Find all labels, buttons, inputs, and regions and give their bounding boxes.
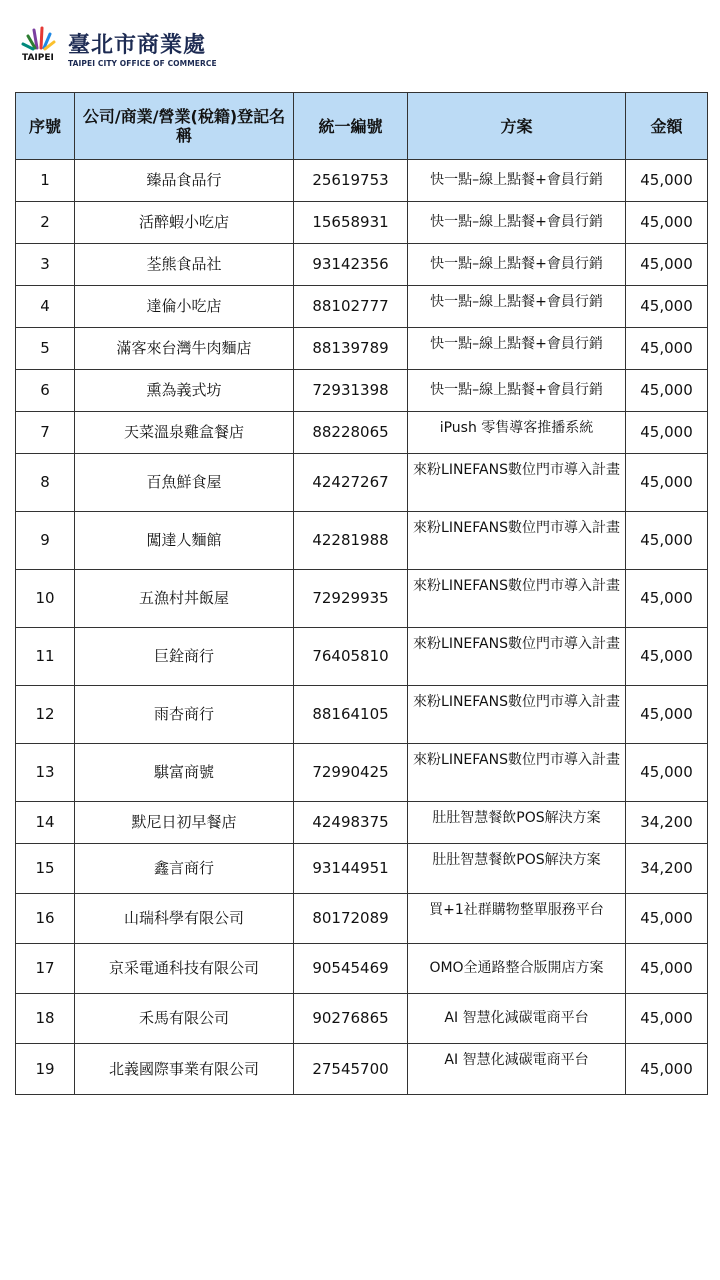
cell-name: 荃熊食品社 [75,244,294,286]
cell-no: 18 [16,994,75,1044]
table-row [16,512,708,570]
cell-amount: 45,000 [626,202,708,244]
cell-no: 12 [16,686,75,744]
cell-amount: 34,200 [626,802,708,844]
cell-name: 鑫言商行 [75,844,294,894]
column-header-name: 公司/商業/營業(稅籍)登記名稱 [75,93,294,160]
cell-no: 16 [16,894,75,944]
cell-no: 7 [16,412,75,454]
cell-name: 山瑞科學有限公司 [75,894,294,944]
cell-plan: 買+1社群購物整單服務平台 [408,894,626,944]
table-row [16,994,708,1044]
cell-id: 76405810 [294,628,408,686]
cell-name: 臻品食品行 [75,160,294,202]
cell-id: 25619753 [294,160,408,202]
cell-plan: 來粉LINEFANS數位門市導入計畫 [408,570,626,628]
subsidy-table [15,92,708,1095]
cell-plan: iPush 零售導客推播系統 [408,412,626,454]
cell-amount: 45,000 [626,370,708,412]
cell-no: 19 [16,1044,75,1095]
cell-plan: 快一點–線上點餐+會員行銷 [408,160,626,202]
page-header [20,26,320,72]
cell-name: 默尼日初早餐店 [75,802,294,844]
cell-name: 闖達人麵館 [75,512,294,570]
cell-plan: 來粉LINEFANS數位門市導入計畫 [408,628,626,686]
column-header-no: 序號 [16,93,75,160]
table-row [16,570,708,628]
cell-amount: 45,000 [626,994,708,1044]
table-row [16,286,708,328]
cell-name: 北義國際事業有限公司 [75,1044,294,1095]
cell-no: 1 [16,160,75,202]
cell-amount: 45,000 [626,686,708,744]
cell-amount: 45,000 [626,1044,708,1095]
cell-id: 72929935 [294,570,408,628]
cell-no: 14 [16,802,75,844]
cell-plan: 快一點–線上點餐+會員行銷 [408,370,626,412]
cell-id: 90276865 [294,994,408,1044]
cell-amount: 45,000 [626,328,708,370]
cell-no: 6 [16,370,75,412]
cell-name: 天菜溫泉雞盒餐店 [75,412,294,454]
cell-id: 88102777 [294,286,408,328]
cell-plan: 快一點–線上點餐+會員行銷 [408,328,626,370]
cell-plan: 快一點–線上點餐+會員行銷 [408,286,626,328]
table-row [16,328,708,370]
cell-name: 活醉蝦小吃店 [75,202,294,244]
cell-name: 雨杏商行 [75,686,294,744]
cell-amount: 45,000 [626,512,708,570]
column-header-id: 統一編號 [294,93,408,160]
cell-name: 京采電通科技有限公司 [75,944,294,994]
column-header-amount: 金額 [626,93,708,160]
logo-taipei-text: TAIPEI [22,53,54,63]
cell-id: 42498375 [294,802,408,844]
cell-id: 27545700 [294,1044,408,1095]
cell-no: 8 [16,454,75,512]
cell-name: 騏富商號 [75,744,294,802]
cell-plan: 來粉LINEFANS數位門市導入計畫 [408,686,626,744]
table-row [16,844,708,894]
cell-plan: OMO全通路整合版開店方案 [408,944,626,994]
cell-plan: 肚肚智慧餐飲POS解決方案 [408,844,626,894]
table-row [16,160,708,202]
table-row [16,412,708,454]
cell-no: 17 [16,944,75,994]
cell-id: 88139789 [294,328,408,370]
cell-id: 72931398 [294,370,408,412]
cell-plan: 肚肚智慧餐飲POS解決方案 [408,802,626,844]
cell-amount: 45,000 [626,944,708,994]
cell-amount: 45,000 [626,744,708,802]
cell-id: 88164105 [294,686,408,744]
cell-amount: 45,000 [626,454,708,512]
table-row [16,628,708,686]
cell-no: 9 [16,512,75,570]
cell-id: 42281988 [294,512,408,570]
cell-amount: 34,200 [626,844,708,894]
cell-id: 80172089 [294,894,408,944]
table-header-row [16,93,708,160]
cell-name: 百魚鮮食屋 [75,454,294,512]
cell-no: 11 [16,628,75,686]
cell-plan: 來粉LINEFANS數位門市導入計畫 [408,512,626,570]
table-row [16,1044,708,1095]
cell-plan: AI 智慧化減碳電商平台 [408,994,626,1044]
cell-amount: 45,000 [626,570,708,628]
cell-amount: 45,000 [626,244,708,286]
table-row [16,802,708,844]
cell-plan: AI 智慧化減碳電商平台 [408,1044,626,1095]
cell-amount: 45,000 [626,628,708,686]
cell-amount: 45,000 [626,160,708,202]
cell-name: 熏為義式坊 [75,370,294,412]
office-title: 臺北市商業處 [68,32,207,58]
cell-amount: 45,000 [626,286,708,328]
cell-name: 巨銓商行 [75,628,294,686]
cell-name: 禾馬有限公司 [75,994,294,1044]
cell-plan: 快一點–線上點餐+會員行銷 [408,244,626,286]
cell-plan: 快一點–線上點餐+會員行銷 [408,202,626,244]
cell-plan: 來粉LINEFANS數位門市導入計畫 [408,454,626,512]
cell-name: 達倫小吃店 [75,286,294,328]
table-row [16,686,708,744]
cell-no: 2 [16,202,75,244]
cell-no: 10 [16,570,75,628]
cell-no: 4 [16,286,75,328]
cell-plan: 來粉LINEFANS數位門市導入計畫 [408,744,626,802]
taipei-logo-icon [20,26,60,72]
cell-no: 5 [16,328,75,370]
table-row [16,744,708,802]
table-row [16,454,708,512]
cell-name: 滿客來台灣牛肉麵店 [75,328,294,370]
cell-id: 42427267 [294,454,408,512]
table-row [16,202,708,244]
cell-id: 15658931 [294,202,408,244]
table-row [16,894,708,944]
cell-name: 五漁村丼飯屋 [75,570,294,628]
cell-id: 88228065 [294,412,408,454]
table-row [16,244,708,286]
cell-id: 93142356 [294,244,408,286]
cell-no: 13 [16,744,75,802]
cell-id: 93144951 [294,844,408,894]
cell-amount: 45,000 [626,412,708,454]
column-header-plan: 方案 [408,93,626,160]
table-row [16,944,708,994]
cell-no: 15 [16,844,75,894]
office-subtitle: TAIPEI CITY OFFICE OF COMMERCE [68,59,217,68]
table-row [16,370,708,412]
cell-id: 72990425 [294,744,408,802]
cell-amount: 45,000 [626,894,708,944]
cell-id: 90545469 [294,944,408,994]
cell-no: 3 [16,244,75,286]
